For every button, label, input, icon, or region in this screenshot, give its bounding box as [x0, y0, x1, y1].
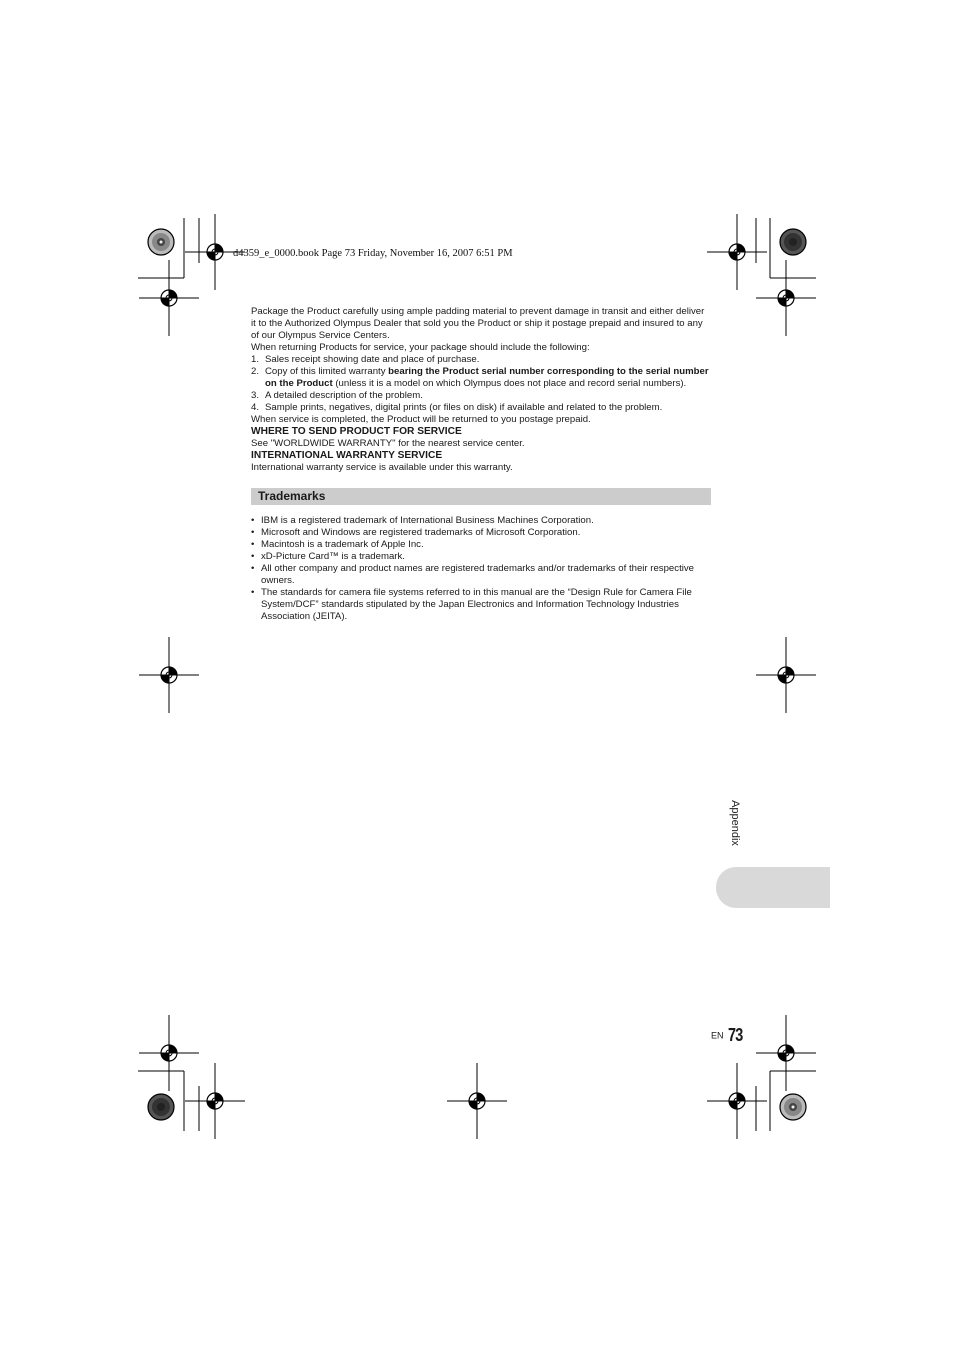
list-item: 2. Copy of this limited warranty bearing the Product serial number corresponding to the serial number on the Product (unless it is a model on which Olympus does not place and record serial numbers).	[251, 366, 709, 389]
list-item: 4. Sample prints, negatives, digital prints (or files on disk) if available and related to the problem.	[251, 402, 663, 413]
page-number	[711, 1025, 746, 1046]
language-code: EN	[711, 1030, 724, 1041]
international-warranty-text: International warranty service is available under this warranty.	[251, 462, 513, 473]
page-content	[251, 306, 711, 623]
returning-paragraph: When returning Products for service, your package should include the following:	[251, 342, 590, 353]
where-to-send-text: See "WORLDWIDE WARRANTY" for the nearest service center.	[251, 438, 525, 449]
where-to-send-heading: WHERE TO SEND PRODUCT FOR SERVICE	[251, 426, 462, 437]
list-item: 3. A detailed description of the problem.	[251, 390, 423, 401]
print-file-info: d4359_e_0000.book Page 73 Friday, November 16, 2007 6:51 PM	[233, 248, 513, 259]
international-warranty-heading: INTERNATIONAL WARRANTY SERVICE	[251, 450, 443, 461]
packaging-paragraph: Package the Product carefully using ample padding material to prevent damage in transit and either deliver it to the Authorized Olympus Dealer that sold you the Product or ship it postage prepaid and insured to any of our Olympus Service Centers.	[251, 306, 705, 341]
section-tab	[716, 867, 830, 908]
list-item: 1. Sales receipt showing date and place of purchase.	[251, 354, 480, 365]
list-item: • IBM is a registered trademark of International Business Machines Corporation.	[251, 515, 594, 526]
trademarks-heading: Trademarks	[251, 488, 711, 505]
list-item: • xD-Picture Card™ is a trademark.	[251, 551, 405, 562]
section-label-appendix: Appendix	[729, 800, 741, 846]
list-item: • Macintosh is a trademark of Apple Inc.	[251, 539, 424, 550]
list-item: • All other company and product names are registered trademarks and/or trademarks of their respective owners.	[251, 563, 694, 586]
return-contents-list	[251, 354, 711, 414]
page-number-value: 73	[727, 1025, 743, 1045]
list-item: • The standards for camera file systems referred to in this manual are the “Design Rule for Camera File System/DCF” standards stipulated by the Japan Electronics and Information Technology Industries Association (JEITA).	[251, 587, 692, 622]
completion-paragraph: When service is completed, the Product will be returned to you postage prepaid.	[251, 414, 591, 425]
list-item: • Microsoft and Windows are registered trademarks of Microsoft Corporation.	[251, 527, 581, 538]
trademarks-list	[251, 515, 711, 623]
